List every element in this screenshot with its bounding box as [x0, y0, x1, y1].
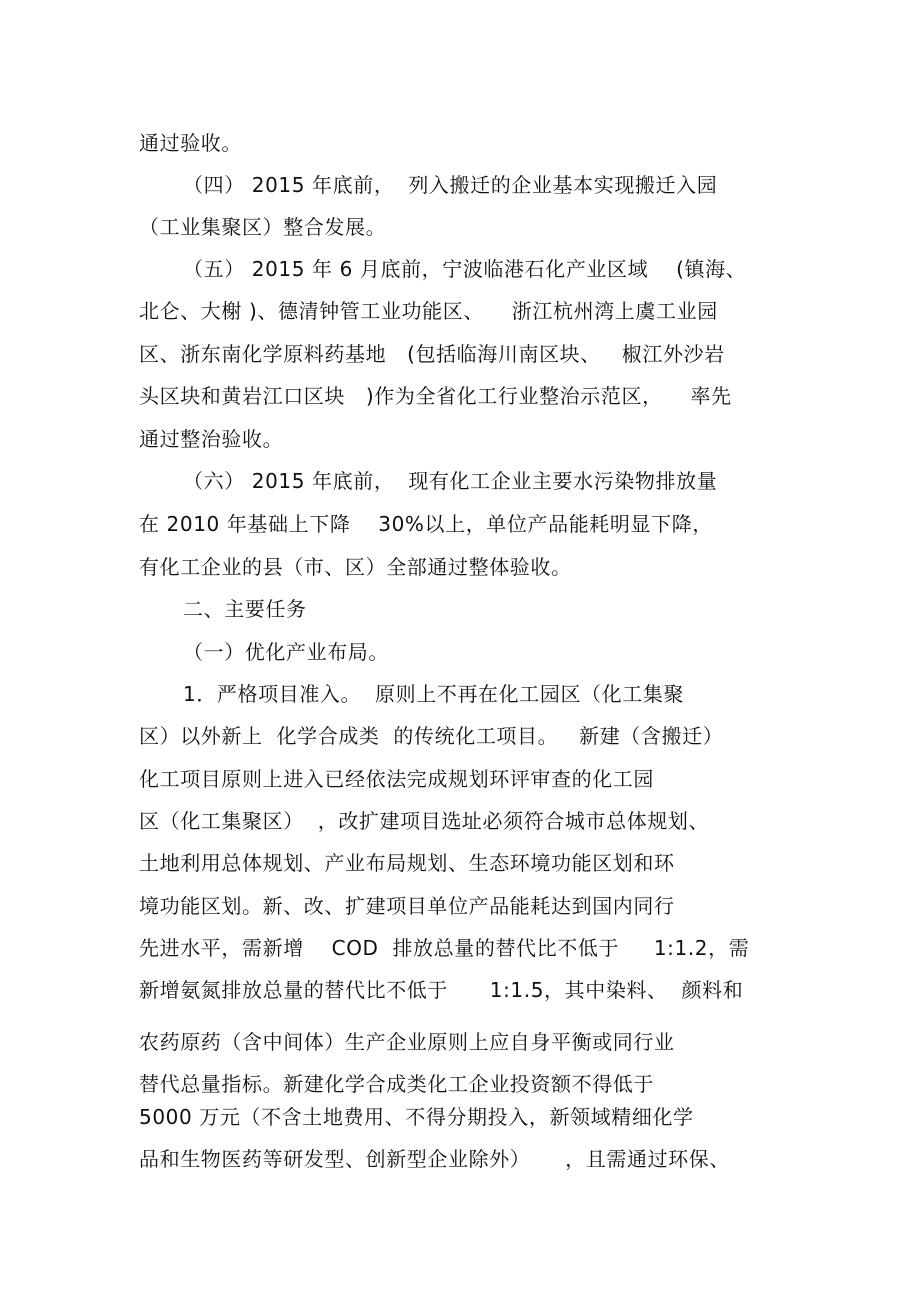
text-line: 有化工企业的县（市、区）全部通过整体验收。 [139, 555, 572, 579]
text-line: 北仑、大榭 )、德清钟管工业功能区、 浙江杭州湾上虞工业园 [139, 299, 718, 323]
text-line: 通过验收。 [139, 131, 242, 155]
text-line: （五） 2015 年 6 月底前，宁波临港石化产业区域 (镇海、 [183, 257, 747, 281]
section-heading: 二、主要任务 [183, 597, 307, 621]
text-line: 品和生物医药等研发型、创新型企业除外） ，且需通过环保、 [139, 1147, 730, 1171]
text-line: （六） 2015 年底前， 现有化工企业主要水污染物排放量 [183, 469, 718, 493]
text-line: 化工项目原则上进入已经依法完成规划环评审查的化工园 [139, 767, 654, 791]
text-line: 土地利用总体规划、产业布局规划、生态环境功能区划和环 [139, 851, 675, 875]
text-line: 区、浙东南化学原料药基地 (包括临海川南区块、 椒江外沙岩 [139, 342, 725, 366]
text-line: 先进水平，需新增 COD 排放总量的替代比不低于 1:1.2，需 [139, 936, 750, 960]
text-line: 1．严格项目准入。 原则上不再在化工园区（化工集聚 [183, 682, 685, 706]
text-line: 区（化工集聚区） ，改扩建项目选址必须符合城市总体规划、 [139, 809, 710, 833]
text-line: 在 2010 年基础上下降 30%以上，单位产品能耗明显下降， [139, 512, 713, 536]
text-line: 农药原药（含中间体）生产企业原则上应自身平衡或同行业 [139, 1030, 675, 1054]
text-line: 新增氨氮排放总量的替代比不低于 1:1.5，其中染料、 颜料和 [139, 978, 744, 1002]
text-line: 5000 万元（不含土地费用、不得分期投入，新领域精细化学 [139, 1105, 694, 1129]
text-line: 替代总量指标。新建化学合成类化工企业投资额不得低于 [139, 1072, 654, 1096]
text-line: （四） 2015 年底前， 列入搬迁的企业基本实现搬迁入园 [183, 173, 718, 197]
text-line: 通过整治验收。 [139, 427, 284, 451]
subsection-heading: （一）优化产业布局。 [183, 640, 389, 664]
text-line: 头区块和黄岩江口区块 )作为全省化工行业整治示范区， 率先 [139, 384, 732, 408]
text-line: 区）以外新上 化学合成类 的传统化工项目。 新建（含搬迁） [139, 724, 724, 748]
text-line: （工业集聚区）整合发展。 [139, 215, 387, 239]
text-line: 境功能区划。新、改、扩建项目单位产品能耗达到国内同行 [139, 894, 675, 918]
